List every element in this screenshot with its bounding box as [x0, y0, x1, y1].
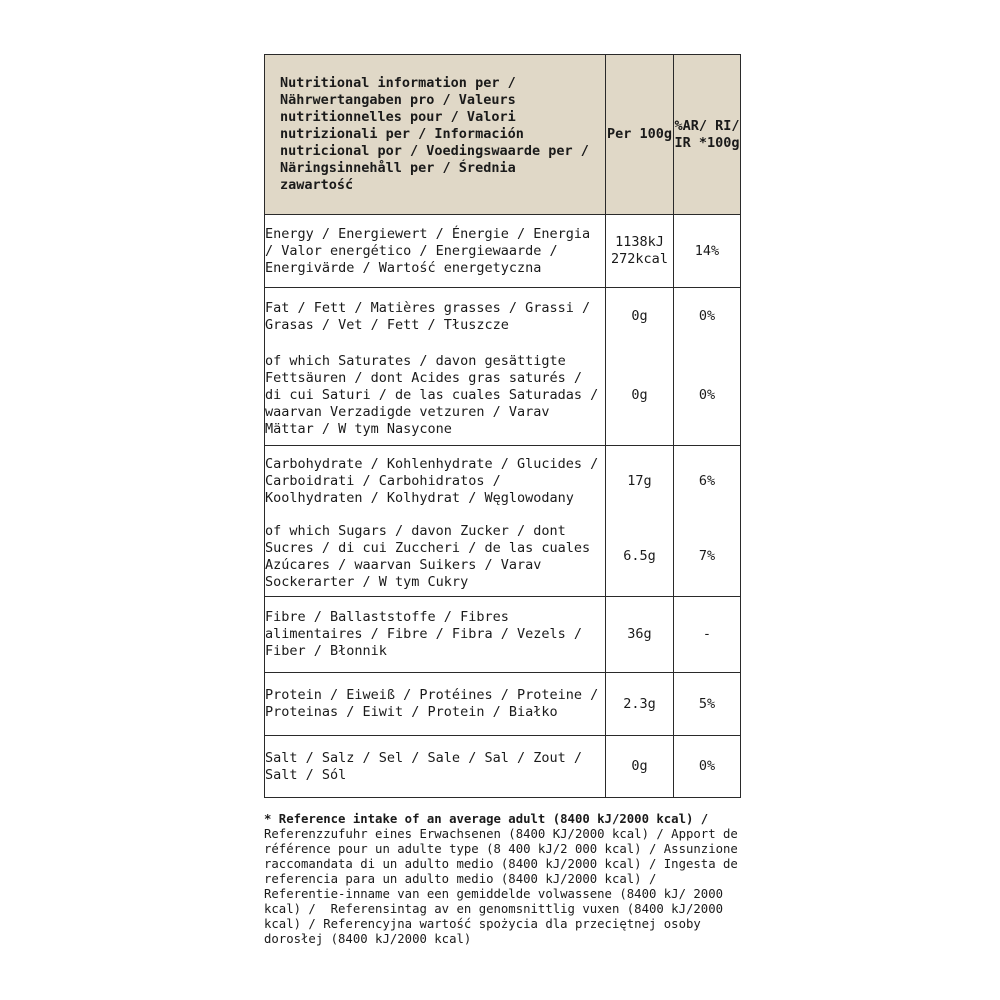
saturates-value: 0g: [606, 346, 674, 446]
nutrition-table: [264, 54, 741, 798]
table-row-sugars: [265, 518, 741, 597]
salt-label: Salt / Salz / Sel / Sale / Sal / Zout / Salt / Sól: [265, 736, 606, 798]
reference-intake-footnote: [264, 812, 746, 947]
table-row-fat: [265, 288, 741, 346]
fibre-ri: -: [674, 597, 741, 673]
saturates-ri: 0%: [674, 346, 741, 446]
protein-value: 2.3g: [606, 673, 674, 736]
carbohydrate-label: Carbohydrate / Kohlenhydrate / Glucides / Carboidrati / Carbohidratos / Koolhydraten / Kolhydrat / Węglowodany: [265, 446, 606, 518]
protein-label: Protein / Eiweiß / Protéines / Proteine / Proteinas / Eiwit / Protein / Białko: [265, 673, 606, 736]
salt-ri: 0%: [674, 736, 741, 798]
table-row-saturates: [265, 346, 741, 446]
fat-label: Fat / Fett / Matières grasses / Grassi / Grasas / Vet / Fett / Tłuszcze: [265, 288, 606, 346]
fat-value: 0g: [606, 288, 674, 346]
table-row-fibre: [265, 597, 741, 673]
fibre-label: Fibre / Ballaststoffe / Fibres alimentaires / Fibre / Fibra / Vezels / Fiber / Błonnik: [265, 597, 606, 673]
energy-value: [606, 215, 674, 288]
table-header-row: [265, 55, 741, 215]
protein-ri: 5%: [674, 673, 741, 736]
header-label: Nutritional information per / Nährwertangaben pro / Valeurs nutritionnelles pour / Valori nutrizionali per / Información nutricional por / Voedingswaarde per / Näringsinnehåll per / Średnia zawartość: [265, 55, 606, 215]
saturates-label: of which Saturates / davon gesättigte Fettsäuren / dont Acides gras saturés / di cui Saturi / de las cuales Saturadas / waarvan Verzadigde vetzuren / Varav Mättar / W tym Nasycone: [265, 346, 606, 446]
table-row-protein: [265, 673, 741, 736]
fibre-value: 36g: [606, 597, 674, 673]
sugars-value: 6.5g: [606, 518, 674, 597]
footnote-text: Referenzzufuhr eines Erwachsenen (8400 KJ/2000 kcal) / Apport de référence pour un adulte type (8 400 kJ/2 000 kcal) / Assunzione raccomandata di un adulto medio (8400 kJ/2000 kcal) / Ingesta de referencia para un adulto medio (8400 kJ/2000 kcal) / Referentie-inname van een gemiddelde volwassene (8400 kJ/ 2000 kcal) / Referensintag av en genomsnittlig vuxen (8400 kJ/2000 kcal) / Referencyjna wartość spożycia dla przeciętnej osoby dorosłej (8400 kJ/2000 kcal): [264, 827, 746, 946]
energy-value-kcal: 272kcal: [611, 251, 668, 267]
header-reference-intake: %AR/ RI/ IR *100g: [674, 55, 741, 215]
table-row-salt: [265, 736, 741, 798]
carbohydrate-ri: 6%: [674, 446, 741, 518]
salt-value: 0g: [606, 736, 674, 798]
energy-ri: 14%: [674, 215, 741, 288]
fat-ri: 0%: [674, 288, 741, 346]
energy-label: Energy / Energiewert / Énergie / Energia / Valor energético / Energiewaarde / Energivärde / Wartość energetyczna: [265, 215, 606, 288]
footnote-heading: * Reference intake of an average adult (8400 kJ/2000 kcal) /: [264, 812, 709, 826]
header-per-100g: Per 100g: [606, 55, 674, 215]
energy-value-kj: 1138kJ: [615, 234, 664, 250]
table-row-energy: [265, 215, 741, 288]
nutrition-panel: [264, 54, 746, 947]
sugars-label: of which Sugars / davon Zucker / dont Sucres / di cui Zuccheri / de las cuales Azúcares / waarvan Suikers / Varav Sockerarter / W tym Cukry: [265, 518, 606, 597]
table-row-carbohydrate: [265, 446, 741, 518]
sugars-ri: 7%: [674, 518, 741, 597]
carbohydrate-value: 17g: [606, 446, 674, 518]
